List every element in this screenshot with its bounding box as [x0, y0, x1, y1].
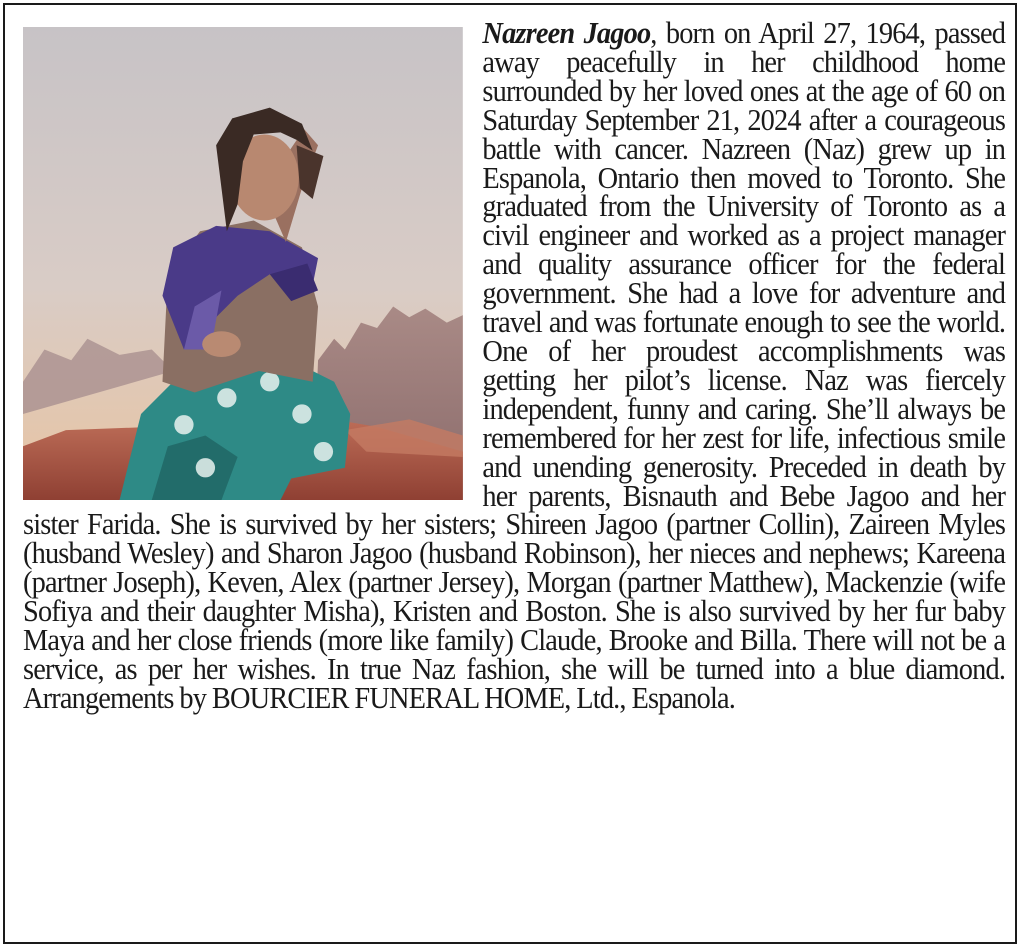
obituary-content: [23, 16, 1006, 715]
obituary-body: , born on April 27, 1964, passed away peacefully in her childhood home surrounded by her loved ones at the age of 60 on Saturday September 21, 2024 after a courageous battle with cancer. Nazreen (Naz) grew up in Espanola, Ontario then moved to Toronto. She graduated from the University of Toronto as a civil engineer and worked as a project manager and quality assurance officer for the federal government. She had a love for adventure and travel and was fortunate enough to see the world. One of her proudest accomplishments was getting her pilot’s license. Naz was fiercely independent, funny and caring. She’ll always be remembered for her zest for life, infectious smile and unending generosity. Preceded in death by her parents, Bisnauth and Bebe Jagoo and her sister Farida. She is survived by her sisters; Shireen Jagoo (partner Collin), Zaireen Myles (husband Wesley) and Sharon Jagoo (husband Robinson), her nieces and nephews; Kareena (partner Joseph), Keven, Alex (partner Jersey), Morgan (partner Matthew), Mackenzie (wife Sofiya and their daughter Misha), Kristen and Boston. She is also survived by her fur baby Maya and her close friends (more like family) Claude, Brooke and Billa. There will not be a service, as per her wishes. In true Naz fashion, she will be turned into a blue diamond. Arrangements by BOURCIER FUNERAL HOME, Ltd., Espanola.: [23, 16, 1006, 715]
portrait-photo: [23, 27, 463, 500]
deceased-name: Nazreen Jagoo: [482, 16, 651, 50]
portrait-image: [23, 27, 463, 500]
obituary-notice: [3, 3, 1017, 944]
